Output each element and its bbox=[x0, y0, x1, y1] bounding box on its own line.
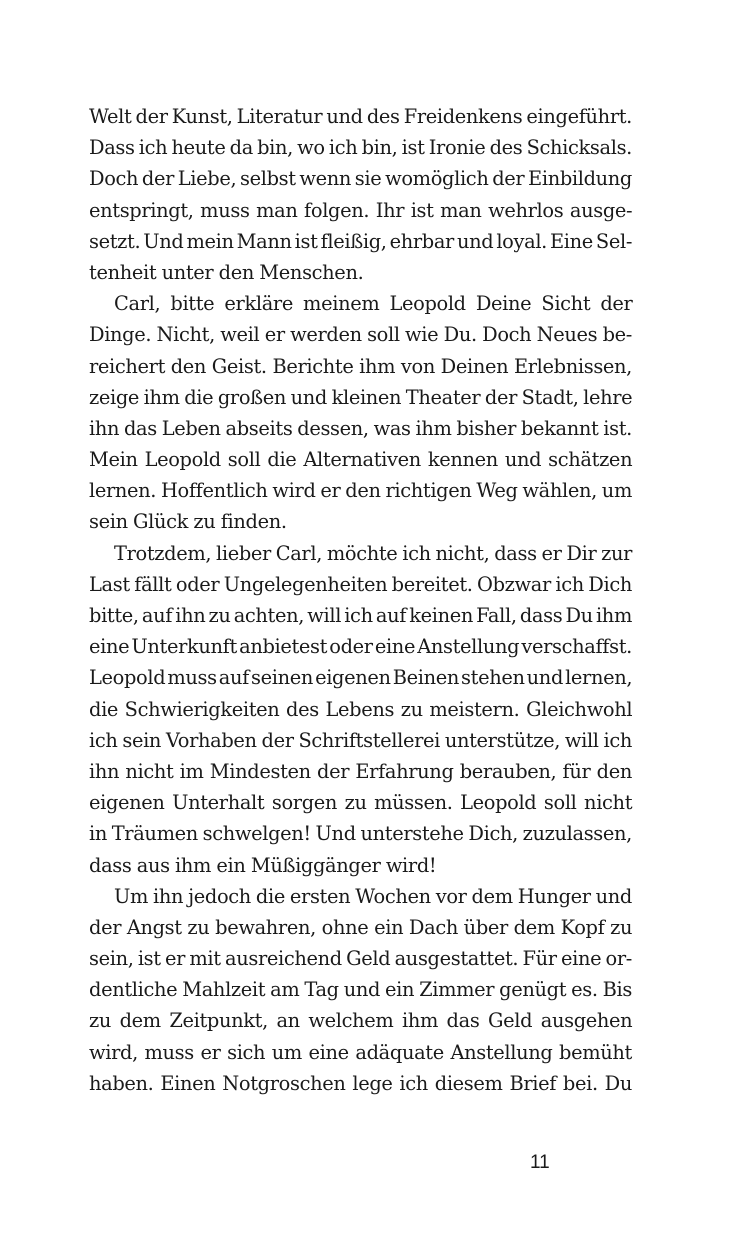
text-line: Um ihn jedoch die ersten Wochen vor dem Hunger und bbox=[114, 884, 632, 908]
text-line: eigenen Unterhalt sorgen zu müssen. Leopold soll nicht bbox=[89, 791, 633, 815]
text-line: ihn nicht im Mindesten der Erfahrung berauben, für den bbox=[89, 759, 632, 783]
text-line: Mein Leopold soll die Alternativen kennen und schätzen bbox=[89, 448, 633, 472]
text-line: zu dem Zeitpunkt, an welchem ihm das Geld ausgehen bbox=[89, 1009, 633, 1033]
paragraph-4 bbox=[89, 881, 632, 1099]
text-line: haben. Einen Notgroschen lege ich diesem Brief bei. Du bbox=[89, 1071, 632, 1095]
text-line: dass aus ihm ein Müßiggänger wird! bbox=[89, 853, 437, 877]
text-line: die Schwierigkeiten des Lebens zu meistern. Gleichwohl bbox=[89, 697, 633, 721]
text-line: zeige ihm die großen und kleinen Theater der Stadt, lehre bbox=[89, 385, 633, 409]
text-line: ich sein Vorhaben der Schriftstellerei unterstütze, will ich bbox=[89, 728, 632, 752]
text-line: sein, ist er mit ausreichend Geld ausgestattet. Für eine or- bbox=[89, 947, 632, 971]
page-number: 11 bbox=[530, 1152, 550, 1173]
text-line: Last fällt oder Ungelegenheiten bereitet. Obzwar ich Dich bbox=[89, 572, 632, 596]
text-line: wird, muss er sich um eine adäquate Anstellung bemüht bbox=[89, 1040, 632, 1064]
text-line: Doch der Liebe, selbst wenn sie womöglich der Einbildung bbox=[89, 167, 632, 191]
text-line: reichert den Geist. Berichte ihm von Deinen Erlebnissen, bbox=[89, 354, 632, 378]
paragraph-3 bbox=[89, 538, 632, 881]
text-line: Dass ich heute da bin, wo ich bin, ist Ironie des Schicksals. bbox=[89, 136, 632, 160]
text-line: tenheit unter den Menschen. bbox=[89, 260, 364, 284]
text-line: ihn das Leben abseits dessen, was ihm bisher bekannt ist. bbox=[89, 416, 632, 440]
text-line: entspringt, muss man folgen. Ihr ist man wehrlos ausge- bbox=[89, 198, 633, 222]
paragraph-1 bbox=[89, 101, 632, 288]
text-line: Carl, bitte erkläre meinem Leopold Deine Sicht der bbox=[114, 292, 633, 316]
text-line: dentliche Mahlzeit am Tag und ein Zimmer genügt es. Bis bbox=[89, 978, 632, 1002]
text-line: in Träumen schwelgen! Und unterstehe Dich, zuzulassen, bbox=[89, 822, 632, 846]
text-line: Trotzdem, lieber Carl, möchte ich nicht, dass er Dir zur bbox=[114, 541, 633, 565]
text-line: Welt der Kunst, Literatur und des Freidenkens eingeführt. bbox=[89, 105, 632, 128]
text-line: Dinge. Nicht, weil er werden soll wie Du. Doch Neues be- bbox=[89, 323, 632, 347]
text-line: Leopold muss auf seinen eigenen Beinen stehen und lernen, bbox=[89, 666, 633, 690]
paragraph-2 bbox=[89, 288, 632, 538]
body-text bbox=[89, 101, 632, 1099]
text-line: bitte, auf ihn zu achten, will ich auf keinen Fall, dass Du ihm bbox=[89, 604, 632, 627]
text-line: sein Glück zu finden. bbox=[89, 510, 287, 534]
text-line: der Angst zu bewahren, ohne ein Dach über dem Kopf zu bbox=[89, 915, 633, 939]
text-line: eine Unterkunft anbietest oder eine Anstellung verschaffst. bbox=[89, 635, 632, 659]
text-line: lernen. Hoffentlich wird er den richtigen Weg wählen, um bbox=[89, 479, 632, 503]
text-line: setzt. Und mein Mann ist fleißig, ehrbar und loyal. Eine Sel- bbox=[89, 229, 633, 253]
